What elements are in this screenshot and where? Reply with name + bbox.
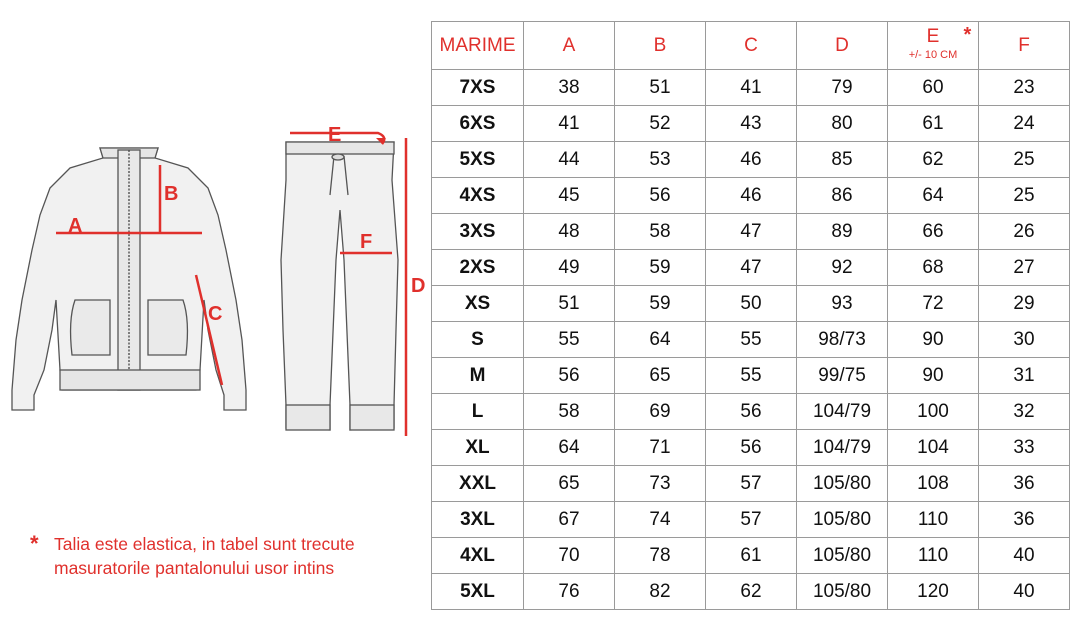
measure-a-cell: 64: [524, 430, 615, 466]
measure-d-cell: 105/80: [797, 466, 888, 502]
size-label-cell: 5XS: [432, 142, 524, 178]
size-label-cell: 6XS: [432, 106, 524, 142]
measure-e-cell: 64: [888, 178, 979, 214]
asterisk-icon: *: [30, 531, 39, 556]
note-text: Talia este elastica, in tabel sunt trecute masuratorile pantalonului usor intins: [54, 534, 355, 578]
measure-b-cell: 59: [615, 286, 706, 322]
elastic-waist-note: [30, 532, 430, 580]
measure-d-cell: 105/80: [797, 502, 888, 538]
measure-c-cell: 57: [706, 466, 797, 502]
table-row: [432, 574, 1070, 610]
table-row: [432, 538, 1070, 574]
measure-e-cell: 61: [888, 106, 979, 142]
header-e-letter: E: [926, 25, 940, 47]
measure-d-cell: 105/80: [797, 538, 888, 574]
measure-c-cell: 56: [706, 394, 797, 430]
measure-c-cell: 61: [706, 538, 797, 574]
table-row: [432, 214, 1070, 250]
size-label-cell: 2XS: [432, 250, 524, 286]
measure-d-cell: 93: [797, 286, 888, 322]
measure-d-cell: 105/80: [797, 574, 888, 610]
measure-d-cell: 85: [797, 142, 888, 178]
measure-d-cell: 99/75: [797, 358, 888, 394]
measure-e-cell: 60: [888, 70, 979, 106]
header-e-asterisk-icon: *: [963, 23, 972, 46]
measure-e-cell: 110: [888, 538, 979, 574]
measure-d-cell: 79: [797, 70, 888, 106]
measure-a-cell: 55: [524, 322, 615, 358]
measure-b-cell: 65: [615, 358, 706, 394]
measure-d-cell: 89: [797, 214, 888, 250]
measure-f-cell: 29: [979, 286, 1070, 322]
measure-b-cell: 73: [615, 466, 706, 502]
measure-b-cell: 78: [615, 538, 706, 574]
measure-f-cell: 24: [979, 106, 1070, 142]
size-label-cell: XL: [432, 430, 524, 466]
header-d: D: [797, 22, 888, 70]
measure-a-cell: 41: [524, 106, 615, 142]
measure-c-cell: 55: [706, 358, 797, 394]
size-label-cell: 5XL: [432, 574, 524, 610]
size-label-cell: M: [432, 358, 524, 394]
measure-c-cell: 43: [706, 106, 797, 142]
measure-b-cell: 58: [615, 214, 706, 250]
measure-d-cell: 104/79: [797, 394, 888, 430]
size-label-cell: 4XS: [432, 178, 524, 214]
jacket-drawing: [12, 148, 246, 410]
measure-f-cell: 32: [979, 394, 1070, 430]
measure-f-cell: 30: [979, 322, 1070, 358]
label-c: C: [208, 303, 223, 325]
measure-e-cell: 72: [888, 286, 979, 322]
size-label-cell: XXL: [432, 466, 524, 502]
table-row: [432, 322, 1070, 358]
size-label-cell: S: [432, 322, 524, 358]
measure-c-cell: 57: [706, 502, 797, 538]
table-row: [432, 142, 1070, 178]
measure-b-cell: 64: [615, 322, 706, 358]
measure-d-cell: 98/73: [797, 322, 888, 358]
label-f: F: [360, 231, 373, 253]
size-label-cell: 3XS: [432, 214, 524, 250]
measure-c-cell: 46: [706, 142, 797, 178]
measure-f-cell: 40: [979, 538, 1070, 574]
measure-b-cell: 82: [615, 574, 706, 610]
table-body: [432, 70, 1070, 610]
header-c: C: [706, 22, 797, 70]
measure-d-cell: 80: [797, 106, 888, 142]
size-label-cell: L: [432, 394, 524, 430]
header-size: MARIME: [432, 22, 524, 70]
measure-a-cell: 65: [524, 466, 615, 502]
measure-e-cell: 66: [888, 214, 979, 250]
measure-b-cell: 52: [615, 106, 706, 142]
measure-a-cell: 58: [524, 394, 615, 430]
header-e: [888, 22, 979, 70]
measure-d-cell: 92: [797, 250, 888, 286]
size-label-cell: XS: [432, 286, 524, 322]
table-row: [432, 106, 1070, 142]
table-row: [432, 466, 1070, 502]
measure-f-cell: 27: [979, 250, 1070, 286]
measure-b-cell: 53: [615, 142, 706, 178]
measure-e-cell: 110: [888, 502, 979, 538]
size-label-cell: 3XL: [432, 502, 524, 538]
size-chart-table: [431, 21, 1070, 610]
table-row: [432, 286, 1070, 322]
measure-c-cell: 47: [706, 214, 797, 250]
label-e: E: [328, 124, 342, 146]
measure-d-cell: 104/79: [797, 430, 888, 466]
measure-e-cell: 100: [888, 394, 979, 430]
measure-a-cell: 67: [524, 502, 615, 538]
header-a: A: [524, 22, 615, 70]
measure-b-cell: 69: [615, 394, 706, 430]
label-d: D: [411, 275, 426, 297]
measure-c-cell: 55: [706, 322, 797, 358]
measure-d-cell: 86: [797, 178, 888, 214]
measure-e-cell: 120: [888, 574, 979, 610]
measure-f-cell: 36: [979, 466, 1070, 502]
measure-f-cell: 36: [979, 502, 1070, 538]
table-row: [432, 430, 1070, 466]
header-f: F: [979, 22, 1070, 70]
measure-e-cell: 68: [888, 250, 979, 286]
measure-f-cell: 31: [979, 358, 1070, 394]
measure-c-cell: 56: [706, 430, 797, 466]
table-row: [432, 250, 1070, 286]
table-row: [432, 502, 1070, 538]
measure-b-cell: 59: [615, 250, 706, 286]
measure-e-cell: 104: [888, 430, 979, 466]
measure-a-cell: 56: [524, 358, 615, 394]
label-b: B: [164, 183, 179, 205]
measure-f-cell: 25: [979, 178, 1070, 214]
measure-f-cell: 23: [979, 70, 1070, 106]
measure-b-cell: 56: [615, 178, 706, 214]
measure-c-cell: 41: [706, 70, 797, 106]
measure-a-cell: 49: [524, 250, 615, 286]
measure-c-cell: 50: [706, 286, 797, 322]
size-label-cell: 7XS: [432, 70, 524, 106]
measure-a-cell: 76: [524, 574, 615, 610]
measure-a-cell: 48: [524, 214, 615, 250]
table-row: [432, 178, 1070, 214]
table-row: [432, 70, 1070, 106]
measure-e-cell: 62: [888, 142, 979, 178]
measure-e-cell: 90: [888, 358, 979, 394]
header-e-tolerance: +/- 10 CM: [908, 48, 958, 61]
measure-e-cell: 90: [888, 322, 979, 358]
measure-b-cell: 74: [615, 502, 706, 538]
measure-a-cell: 45: [524, 178, 615, 214]
measure-f-cell: 25: [979, 142, 1070, 178]
measure-b-cell: 51: [615, 70, 706, 106]
measure-f-cell: 33: [979, 430, 1070, 466]
table-row: [432, 358, 1070, 394]
table-row: [432, 394, 1070, 430]
measure-a-cell: 44: [524, 142, 615, 178]
pants-drawing: [281, 142, 398, 430]
measure-f-cell: 40: [979, 574, 1070, 610]
measure-f-cell: 26: [979, 214, 1070, 250]
measure-b-cell: 71: [615, 430, 706, 466]
measure-a-cell: 38: [524, 70, 615, 106]
measure-a-cell: 70: [524, 538, 615, 574]
measure-c-cell: 47: [706, 250, 797, 286]
measure-e-cell: 108: [888, 466, 979, 502]
measure-c-cell: 46: [706, 178, 797, 214]
table-header-row: [432, 22, 1070, 70]
measure-a-cell: 51: [524, 286, 615, 322]
label-a: A: [68, 215, 83, 237]
header-b: B: [615, 22, 706, 70]
size-label-cell: 4XL: [432, 538, 524, 574]
measure-c-cell: 62: [706, 574, 797, 610]
